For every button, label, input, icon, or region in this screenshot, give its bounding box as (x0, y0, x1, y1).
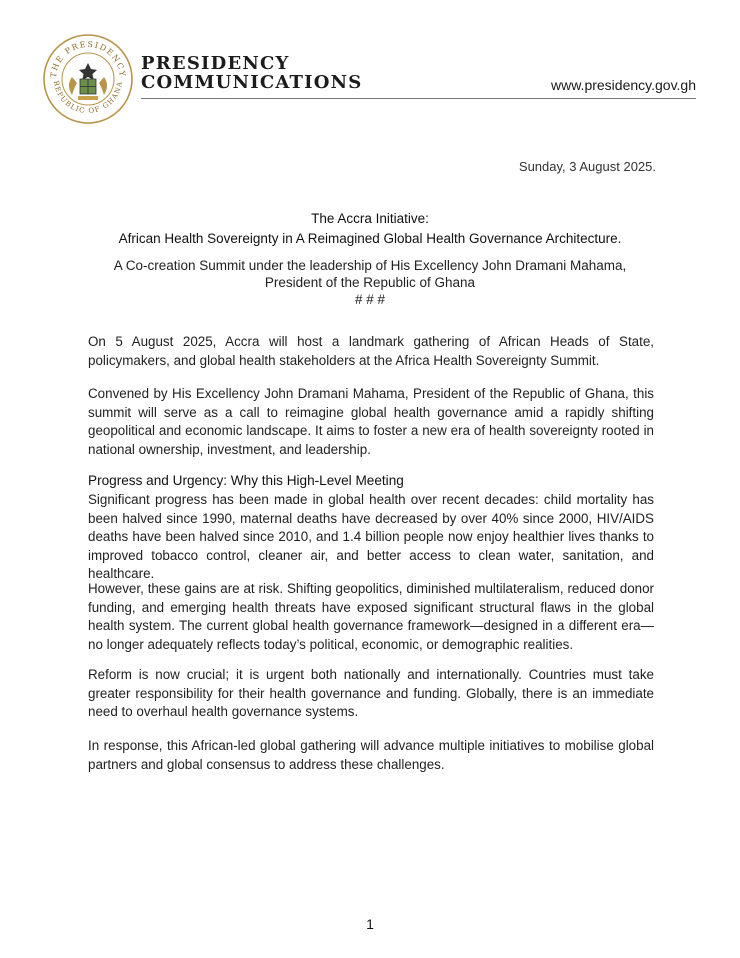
release-date: Sunday, 3 August 2025. (518, 159, 656, 174)
paragraph-2: Convened by His Excellency John Dramani Mahama, President of the Republic of Ghana, this summit will serve as a call to reimagine global health governance amid a rapidly shifting geopolitical and economic landscape. It aims to foster a new era of health sovereignty rooted in national ownership, investment, and leadership. (88, 386, 654, 457)
paragraph-3: Significant progress has been made in global health over recent decades: child mortality has been halved since 1990, maternal deaths have decreased by over 40% since 2000, HIV/AIDS deaths have been halved since 2010, and 1.4 billion people now enjoy healthier lives thanks to improved tobacco control, cleaner air, and better access to clean water, sanitation, and healthcare. (88, 492, 654, 581)
page-number: 1 (366, 916, 374, 932)
website-link[interactable]: www.presidency.gov.gh (551, 77, 696, 93)
brand-line-presidency: PRESIDENCY (141, 53, 290, 74)
title-line-1: The Accra Initiative: (311, 211, 429, 226)
paragraph-4: However, these gains are at risk. Shifting geopolitics, diminished multilateralism, reduced donor funding, and emerging health threats have exposed significant structural flaws in the global health system. The current global health governance framework—designed in a different era—no longer adequately reflects today’s political, economic, or demographic realities. (88, 581, 654, 652)
subtitle-line-2: President of the Republic of Ghana (264, 275, 476, 290)
subtitle-separator: # # # (354, 292, 386, 307)
title-line-2: African Health Sovereignty in A Reimagined Global Health Governance Architecture. (118, 231, 622, 246)
section-heading: Progress and Urgency: Why this High-Level Meeting (88, 473, 404, 488)
brand-line-communications: COMMUNICATIONS (141, 72, 363, 93)
subtitle-block (60, 257, 680, 308)
brand-logotype (141, 54, 362, 92)
subtitle-line-1: A Co-creation Summit under the leadership of His Excellency John Dramani Mahama, (113, 258, 627, 273)
paragraph-5: Reform is now crucial; it is urgent both nationally and internationally. Countries must take greater responsibility for their health governance and funding. Globally, there is an immediate need to overhaul health governance systems. (88, 667, 654, 719)
republic-of-ghana-seal (42, 33, 134, 125)
coat-of-arms-icon (69, 63, 107, 100)
seal-bottom-text: REPUBLIC OF GHANA (51, 80, 125, 116)
seal-top-text: THE PRESIDENCY (48, 39, 128, 79)
paragraph-6: In response, this African-led global gathering will advance multiple initiatives to mobilise global partners and global consensus to address these challenges. (88, 738, 654, 772)
header-divider (141, 98, 696, 99)
paragraph-1: On 5 August 2025, Accra will host a landmark gathering of African Heads of State, policymakers, and global health stakeholders at the Africa Health Sovereignty Summit. (88, 334, 654, 368)
